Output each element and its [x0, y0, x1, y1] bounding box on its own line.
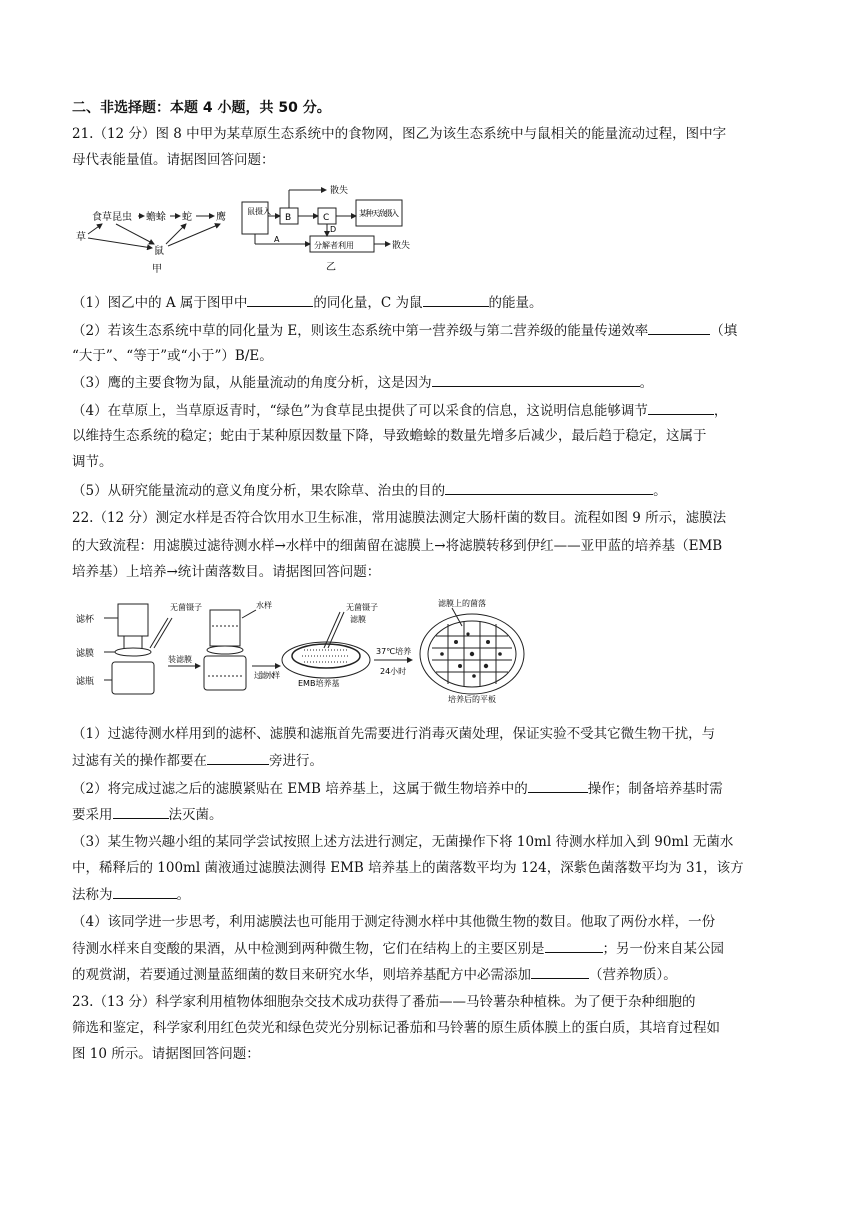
q22-intro-line-1: 22.（12 分）测定水样是否符合饮用水卫生标准，常用滤膜法测定大肠杆菌的数目。流程如图 9 所示，滤膜法 [72, 510, 727, 526]
label-dissipate-top: 散失 [330, 186, 349, 196]
label-culture-2: 24小时 [380, 667, 407, 676]
node-mouse: 鼠 [154, 246, 164, 257]
q22-sub3-cont: 中，稀释后的 100ml 菌液通过滤膜法测得 EMB 培养基上的菌落数平均为 124，深紫色菌落数平均为 31，该方 [72, 860, 744, 876]
q21-sub2-cont: “大于”、“等于”或“小于”）B/E。 [72, 348, 273, 364]
q22-s2-text-c: 要采用 [72, 807, 113, 823]
answer-blank[interactable] [445, 480, 653, 495]
membrane-1 [115, 648, 151, 656]
figure-8-food-web [74, 178, 244, 276]
answer-blank[interactable] [113, 804, 169, 819]
q21-intro-line-2: 母代表能量值。请据图回答问题： [72, 152, 275, 168]
filter-cup-2 [210, 610, 240, 646]
label-b: B [285, 213, 292, 223]
filter-cup-1 [118, 604, 148, 636]
q21-s1-text-c: 的能量。 [488, 295, 543, 311]
q22-sub4-cont-2 [72, 964, 677, 985]
colonies [440, 632, 502, 677]
q21-sub1 [72, 292, 543, 313]
q21-sub4-cont: 以维持生态系统的稳定；蛇由于某种原因数量下降，导致蟾蜍的数量先增多后减少，最后趋于稳定，这属于 [72, 428, 707, 444]
label-tweezers-1: 无菌镊子 [170, 603, 202, 612]
node-toad: 蟾蜍 [146, 212, 166, 223]
figure-8-energy-flow [236, 180, 416, 276]
q21-sub4 [72, 400, 727, 421]
q22-sub4-cont [72, 938, 724, 959]
q21-s5-text-a: （5）从研究能量流动的意义角度分析，果农除草、治虫的目的 [72, 483, 446, 499]
q21-s3-text-a: （3）鹰的主要食物为鼠，从能量流动的角度分析，这是因为 [72, 375, 432, 391]
answer-blank[interactable] [531, 964, 589, 979]
filter-bottle-2 [204, 656, 246, 690]
q22-s4-text-c: ；另一份来自某公园 [602, 941, 724, 957]
label-culture-1: 37℃培养 [376, 647, 412, 656]
node-grass: 草 [76, 232, 86, 243]
label-mouse-intake: 鼠摄入 [247, 207, 271, 216]
section-title: 二、非选择题：本题 4 小题，共 50 分。 [72, 100, 331, 116]
emb-plate [282, 642, 370, 678]
label-install: 装滤膜 [168, 655, 192, 664]
figure-caption-jia: 甲 [152, 264, 162, 275]
q22-sub4: （4）该同学进一步思考，利用滤膜法也可能用于测定待测水样中其他微生物的数目。他取了两份水样，一份 [72, 914, 716, 930]
q22-s1-text-c: 旁进行。 [269, 753, 323, 769]
answer-blank[interactable] [648, 320, 710, 335]
label-d: D [330, 225, 337, 234]
label-dissipate-bottom: 散失 [392, 241, 411, 251]
figure-caption-yi: 乙 [326, 262, 336, 273]
node-insect: 食草昆虫 [92, 212, 132, 223]
label-membrane-2: 滤膜 [350, 615, 366, 624]
q22-sub1: （1）过滤待测水样用到的滤杯、滤膜和滤瓶首先需要进行消毒灭菌处理，保证实验不受其它微生物干扰，与 [72, 726, 716, 742]
q21-s5-text-b: 。 [653, 483, 667, 499]
tweezers-1 [150, 618, 168, 648]
q22-intro-line-2: 的大致流程：用滤膜过滤待测水样→水样中的细菌留在滤膜上→将滤膜转移到伊红——亚甲蓝的培养基（EMB [72, 538, 723, 554]
q22-s4-text-b: 待测水样来自变酸的果酒，从中检测到两种微生物，它们在结构上的主要区别是 [72, 941, 545, 957]
q21-s1-text-a: （1）图乙中的 A 属于图甲中 [72, 295, 248, 311]
answer-blank[interactable] [545, 938, 603, 953]
q22-s2-text-b: 操作；制备培养基时需 [587, 781, 723, 797]
node-snake: 蛇 [182, 212, 192, 223]
answer-blank[interactable] [423, 292, 489, 307]
q21-intro-line-1: 21.（12 分）图 8 中甲为某草原生态系统中的食物网，图乙为该生态系统中与鼠相关的能量流动过程，图中字 [72, 126, 727, 142]
q21-s2-text-b: （填 [710, 323, 738, 339]
q22-s2-text-d: 法灭菌。 [168, 807, 223, 823]
q21-sub3 [72, 372, 653, 393]
answer-blank[interactable] [528, 778, 588, 793]
q21-s1-text-b: 的同化量，C 为鼠 [313, 295, 423, 311]
q23-intro-line-3: 图 10 所示。请据图回答问题： [72, 1046, 260, 1062]
answer-blank[interactable] [113, 884, 177, 899]
label-a: A [274, 235, 280, 244]
answer-blank[interactable] [432, 372, 640, 387]
q21-s2-text-a: （2）若该生态系统中草的同化量为 E，则该生态系统中第一营养级与第二营养级的能量传递效率 [72, 323, 649, 339]
q21-s3-text-b: 。 [639, 375, 654, 391]
node-eagle: 鹰 [216, 212, 226, 223]
q22-s2-text-a: （2）将完成过滤之后的滤膜紧贴在 EMB 培养基上，这属于微生物培养中的 [72, 781, 528, 797]
label-predator: 某种天敌摄入 [359, 209, 399, 218]
q22-s3-text-d: 。 [176, 887, 190, 903]
q23-intro-line-1: 23.（13 分）科学家利用植物体细胞杂交技术成功获得了番茄——马铃薯杂种植株。为了便于杂种细胞的 [72, 994, 696, 1010]
figure-9-filtration [76, 596, 540, 704]
q22-s4-text-d: 的观赏湖，若要通过测量蓝细菌的数目来研究水华，则培养基配方中必需添加 [72, 967, 531, 983]
q21-sub4-cont-2: 调节。 [72, 454, 113, 470]
label-colonies: 滤膜上的菌落 [438, 599, 486, 608]
q21-sub2 [72, 320, 737, 341]
q21-sub5 [72, 480, 667, 501]
answer-blank[interactable] [648, 400, 714, 415]
label-emb: EMB培养基 [298, 679, 340, 688]
label-decomposer: 分解者利用 [314, 241, 354, 250]
q22-sub3-cont-2 [72, 884, 190, 905]
q23-intro-line-2: 筛选和鉴定，科学家利用红色荧光和绿色荧光分别标记番茄和马铃薯的原生质体膜上的蛋白质，其培育过程如 [72, 1020, 720, 1036]
q21-s4-text-b: ， [713, 403, 728, 419]
label-membrane: 滤膜 [76, 649, 95, 659]
q22-intro-line-3: 培养基）上培养→统计菌落数目。请据图回答问题： [72, 564, 381, 580]
label-bottle: 滤瓶 [76, 677, 95, 687]
q22-sub1-cont [72, 750, 323, 771]
q22-s1-text-b: 过滤有关的操作都要在 [72, 753, 207, 769]
q22-sub2-cont [72, 804, 223, 825]
label-c: C [323, 213, 330, 223]
label-plate: 培养后的平板 [448, 695, 496, 704]
label-cup: 滤杯 [76, 615, 95, 625]
q22-s4-text-e: （营养物质）。 [589, 967, 677, 983]
label-water: 水样 [256, 601, 272, 610]
answer-blank[interactable] [207, 750, 269, 765]
q22-s3-text-c: 法称为 [72, 887, 113, 903]
filter-bottle-1 [112, 662, 154, 694]
q21-s4-text-a: （4）在草原上，当草原返青时，“绿色”为食草昆虫提供了可以采食的信息，这说明信息能够调节 [72, 403, 648, 419]
label-tweezers-2: 无菌镊子 [346, 603, 378, 612]
q22-sub2 [72, 778, 723, 799]
label-filter: 过滤水样 [254, 671, 280, 680]
answer-blank[interactable] [247, 292, 313, 307]
q22-sub3: （3）某生物兴趣小组的某同学尝试按照上述方法进行测定，无菌操作下将 10ml 待测水样加入到 90ml 无菌水 [72, 834, 734, 850]
